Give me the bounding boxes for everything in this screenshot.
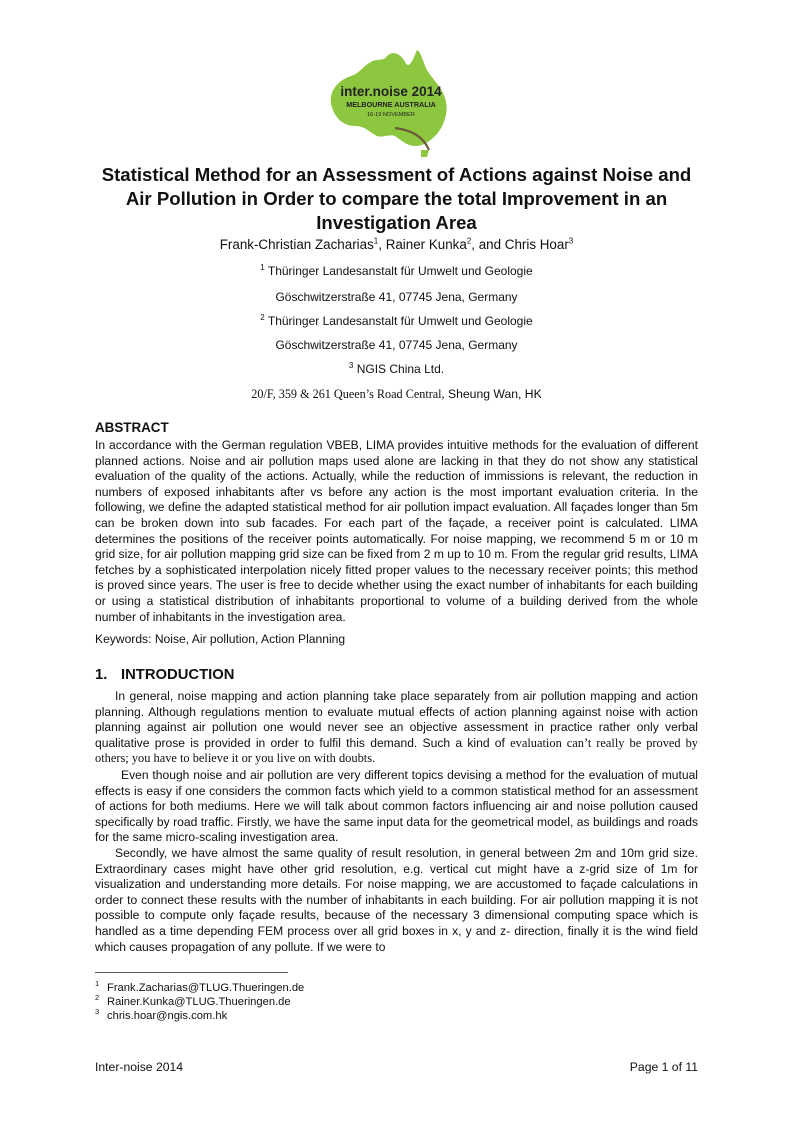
- title-line: Air Pollution in Order to compare the total Improvement in an: [125, 188, 668, 209]
- affiliation-1-org: [60, 264, 733, 278]
- affiliation-1-address: Göschwitzerstraße 41, 07745 Jena, Germany: [275, 290, 518, 304]
- conference-logo: [325, 46, 455, 158]
- affiliation-3-org: [60, 362, 733, 376]
- paper-title: [60, 163, 733, 235]
- footnote-email: Frank.Zacharias@TLUG.Thueringen.de: [107, 982, 305, 994]
- affiliation-mark: 3: [348, 361, 354, 370]
- author-separator: ,: [378, 237, 386, 252]
- author-mark: 1: [373, 236, 379, 246]
- logo-location: MELBOURNE AUSTRALIA: [346, 100, 436, 109]
- author-separator: , and: [471, 237, 505, 252]
- affiliation-org: Thüringer Landesanstalt für Umwelt und Geologie: [267, 264, 533, 278]
- abstract-text: In accordance with the German regulation VBEB, LIMA provides intuitive methods for the evaluation of different planned actions. Noise and air pollution maps used alone are lacking in that they do not show any statistical evaluation of the quality of the actions. Actually, while the reduction of immissions is relevant, the reduction in numbers of exposed inhabitants after vs before any action is the most important evaluation criteria. In the following, we define the adapted statistical method for air pollution impact evaluation. All façades longer than 5m can be broken down into sub facades. For each part of the façade, a receiver point is calculated. LIMA determines the positions of the receiver points automatically. For noise mapping, we recommend 5 m or 10 m grid size, for air pollution mapping grid size can be fixed from 2 m up to 10 m. From the regular grid results, LIMA fetches by a sophisticated interpolation nicely fitted proper values to the necessary receiver points; this method is proved since years. The user is free to decide whether using the exact number of inhabitants for each building or using a statistical distribution of inhabitants proportional to volume of a building derived from the whole number of inhabitants in the investigation area.: [95, 438, 698, 624]
- title-line: Statistical Method for an Assessment of Actions against Noise and: [101, 164, 692, 185]
- affiliation-mark: 1: [260, 263, 265, 272]
- author-mark: 3: [568, 236, 574, 246]
- keywords: Keywords: Noise, Air pollution, Action Planning: [95, 632, 346, 646]
- author-name: Frank-Christian Zacharias: [219, 237, 374, 252]
- footnote-email: chris.hoar@ngis.com.hk: [107, 1010, 228, 1022]
- section-title: INTRODUCTION: [121, 667, 235, 683]
- affiliation-mark: 2: [260, 313, 265, 322]
- affiliation-2-org: [60, 314, 733, 328]
- affiliation-org: NGIS China Ltd.: [356, 362, 445, 376]
- author-name: Chris Hoar: [504, 237, 569, 252]
- title-line: Investigation Area: [316, 212, 477, 233]
- footnote-divider: [95, 972, 288, 973]
- author-list: [60, 237, 733, 252]
- intro-paragraph-2: Even though noise and air pollution are very different topics devising a method for the evaluation of mutual effects is easy if one considers the common facts which yield to a common statistical method for an assessment of actions for both mediums. Here we will talk about common factors influencing air and noise pollution caused specifically by road traffic. Firstly, we have the same input data for the geometrical model, as buildings and roads for the same micro-scaling investigation area.: [95, 768, 698, 845]
- footer-page-number: Page 1 of 11: [629, 1060, 698, 1074]
- footnote: $^1$ Frank.Zacharias@TLUG.Thueringen.de: [95, 979, 305, 994]
- affiliation-address-part: 20/F, 359 & 261 Queen’s Road Central,: [251, 387, 445, 401]
- section-number: 1.: [95, 667, 108, 683]
- footnote-email: Rainer.Kunka@TLUG.Thueringen.de: [107, 996, 291, 1008]
- affiliation-address-part: Sheung Wan, HK: [444, 387, 542, 401]
- affiliation-org: Thüringer Landesanstalt für Umwelt und Geologie: [267, 314, 533, 328]
- footer-conference: Inter-noise 2014: [95, 1060, 184, 1074]
- affiliation-3-address: [60, 387, 733, 402]
- logo-dates: 16-19 NOVEMBER: [367, 112, 415, 118]
- abstract-heading: ABSTRACT: [95, 420, 169, 435]
- affiliation-2-address: Göschwitzerstraße 41, 07745 Jena, Germany: [275, 338, 518, 352]
- author-mark: 2: [466, 236, 472, 246]
- logo-title: inter.noise 2014: [340, 84, 442, 99]
- paragraph-text: In general, noise mapping and action planning take place separately from air pollution mapping and action planning. Although regulations mention to evaluate mutual effects of action planning against noise with action planning against air pollution one would never see an objective assessment in practice rather only verbal qualitative prose is provided in order to fulfil this demand. Such a kind of: [95, 689, 698, 750]
- paragraph-text-serif: evaluation can’t really be proved by others; you have to believe it or you live on with doubts.: [95, 735, 698, 766]
- author-name: Rainer Kunka: [385, 237, 467, 252]
- section-heading-introduction: [95, 667, 234, 683]
- footnote: $^3$ chris.hoar@ngis.com.hk: [95, 1007, 228, 1022]
- footnote: $^2$ Rainer.Kunka@TLUG.Thueringen.de: [95, 993, 291, 1008]
- tasmania-shape: [421, 150, 429, 157]
- intro-paragraph-3: Secondly, we have almost the same quality of result resolution, in general between 2m and 10m grid size. Extraordinary cases might have other grid resolution, e.g. vertical cut might have a z-grid size of 1m for visualization and understanding more details. For noise mapping, we are accustomed to façade calculations in order to connect these results with the number of inhabitants in each building. For air pollution mapping it is not possible to compute only façade results, because of the necessary 3 dimensional computing space which is handled as a time depending FEM process over all grid boxes in x, y and z- direction, finally it is the wind field which causes propagation of any pollute. If we were to: [95, 846, 698, 954]
- intro-paragraph-1: [95, 689, 698, 767]
